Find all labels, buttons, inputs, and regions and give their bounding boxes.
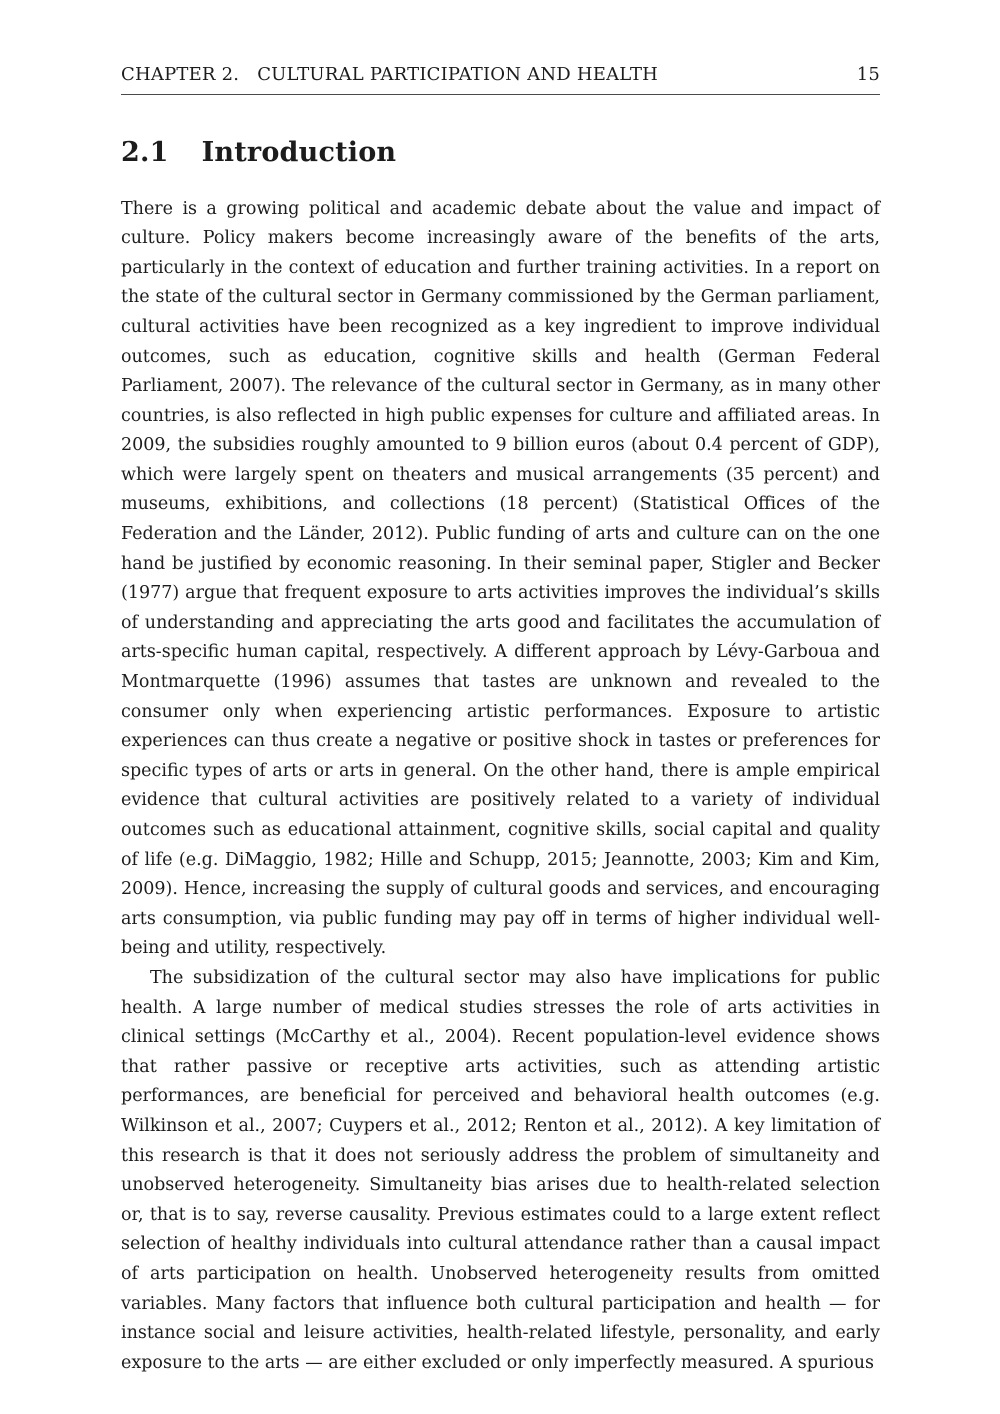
page-header (121, 64, 880, 95)
page-number: 15 (856, 64, 880, 85)
section-title: Introduction (201, 136, 397, 168)
section-number: 2.1 (121, 136, 169, 168)
paragraph: The subsidization of the cultural sector may also have implications for public health. A large number of medical studies stresses the role of arts activities in clinical settings (McCarthy et al., 2004). Recent population-level evidence shows that rather passive or receptive arts activities, such as attending artistic performances, are beneficial for perceived and behavioral health outcomes (e.g. Wilkinson et al., 2007; Cuypers et al., 2012; Renton et al., 2012). A key limitation of this research is that it does not seriously address the problem of simultaneity and unobserved heterogeneity. Simultaneity bias arises due to health-related selection or, that is to say, reverse causality. Previous estimates could to a large extent reflect selection of healthy individuals into cultural attendance rather than a causal impact of arts participation on health. Unobserved heterogeneity results from omitted variables. Many factors that influence both cultural participation and health — for instance social and leisure activities, health-related lifestyle, personality, and early exposure to the arts — are either excluded or only imperfectly measured. A spurious (121, 967, 880, 1373)
body-text (121, 195, 880, 1379)
paragraph: There is a growing political and academic debate about the value and impact of culture. Policy makers become increasingly aware of the benefits of the arts, particularly in the context of education and further training activities. In a report on the state of the cultural sector in Germany commissioned by the German parliament, cultural activities have been recognized as a key ingredient to improve individual outcomes, such as education, cognitive skills and health (German Federal Parliament, 2007). The relevance of the cultural sector in Germany, as in many other countries, is also reflected in high public expenses for culture and affiliated areas. In 2009, the subsidies roughly amounted to 9 billion euros (about 0.4 percent of GDP), which were largely spent on theaters and musical arrangements (35 percent) and museums, exhibitions, and collections (18 percent) (Statistical Offices of the Federation and the Länder, 2012). Public funding of arts and culture can on the one hand be justified by economic reasoning. In their seminal paper, Stigler and Becker (1977) argue that frequent exposure to arts activities improves the individual’s skills of understanding and appreciating the arts good and facilitates the accumulation of arts-specific human capital, respectively. A different approach by Lévy-Garboua and Montmarquette (1996) assumes that tastes are unknown and revealed to the consumer only when experiencing artistic performances. Exposure to artistic experiences can thus create a negative or positive shock in tastes or preferences for specific types of arts or arts in general. On the other hand, there is ample empirical evidence that cultural activities are positively related to a variety of individual outcomes such as educational attainment, cognitive skills, social capital and quality of life (e.g. DiMaggio, 1982; Hille and Schupp, 2015; Jeannotte, 2003; Kim and Kim, 2009). Hence, increasing the supply of cultural goods and services, and encouraging arts consumption, via public funding may pay off in terms of higher individual well-being and utility, respectively. (121, 198, 880, 959)
running-head-text (121, 64, 658, 87)
chapter-title: CULTURAL PARTICIPATION AND HEALTH (257, 64, 659, 85)
chapter-label: CHAPTER 2. (121, 64, 240, 85)
section-heading (121, 137, 880, 168)
